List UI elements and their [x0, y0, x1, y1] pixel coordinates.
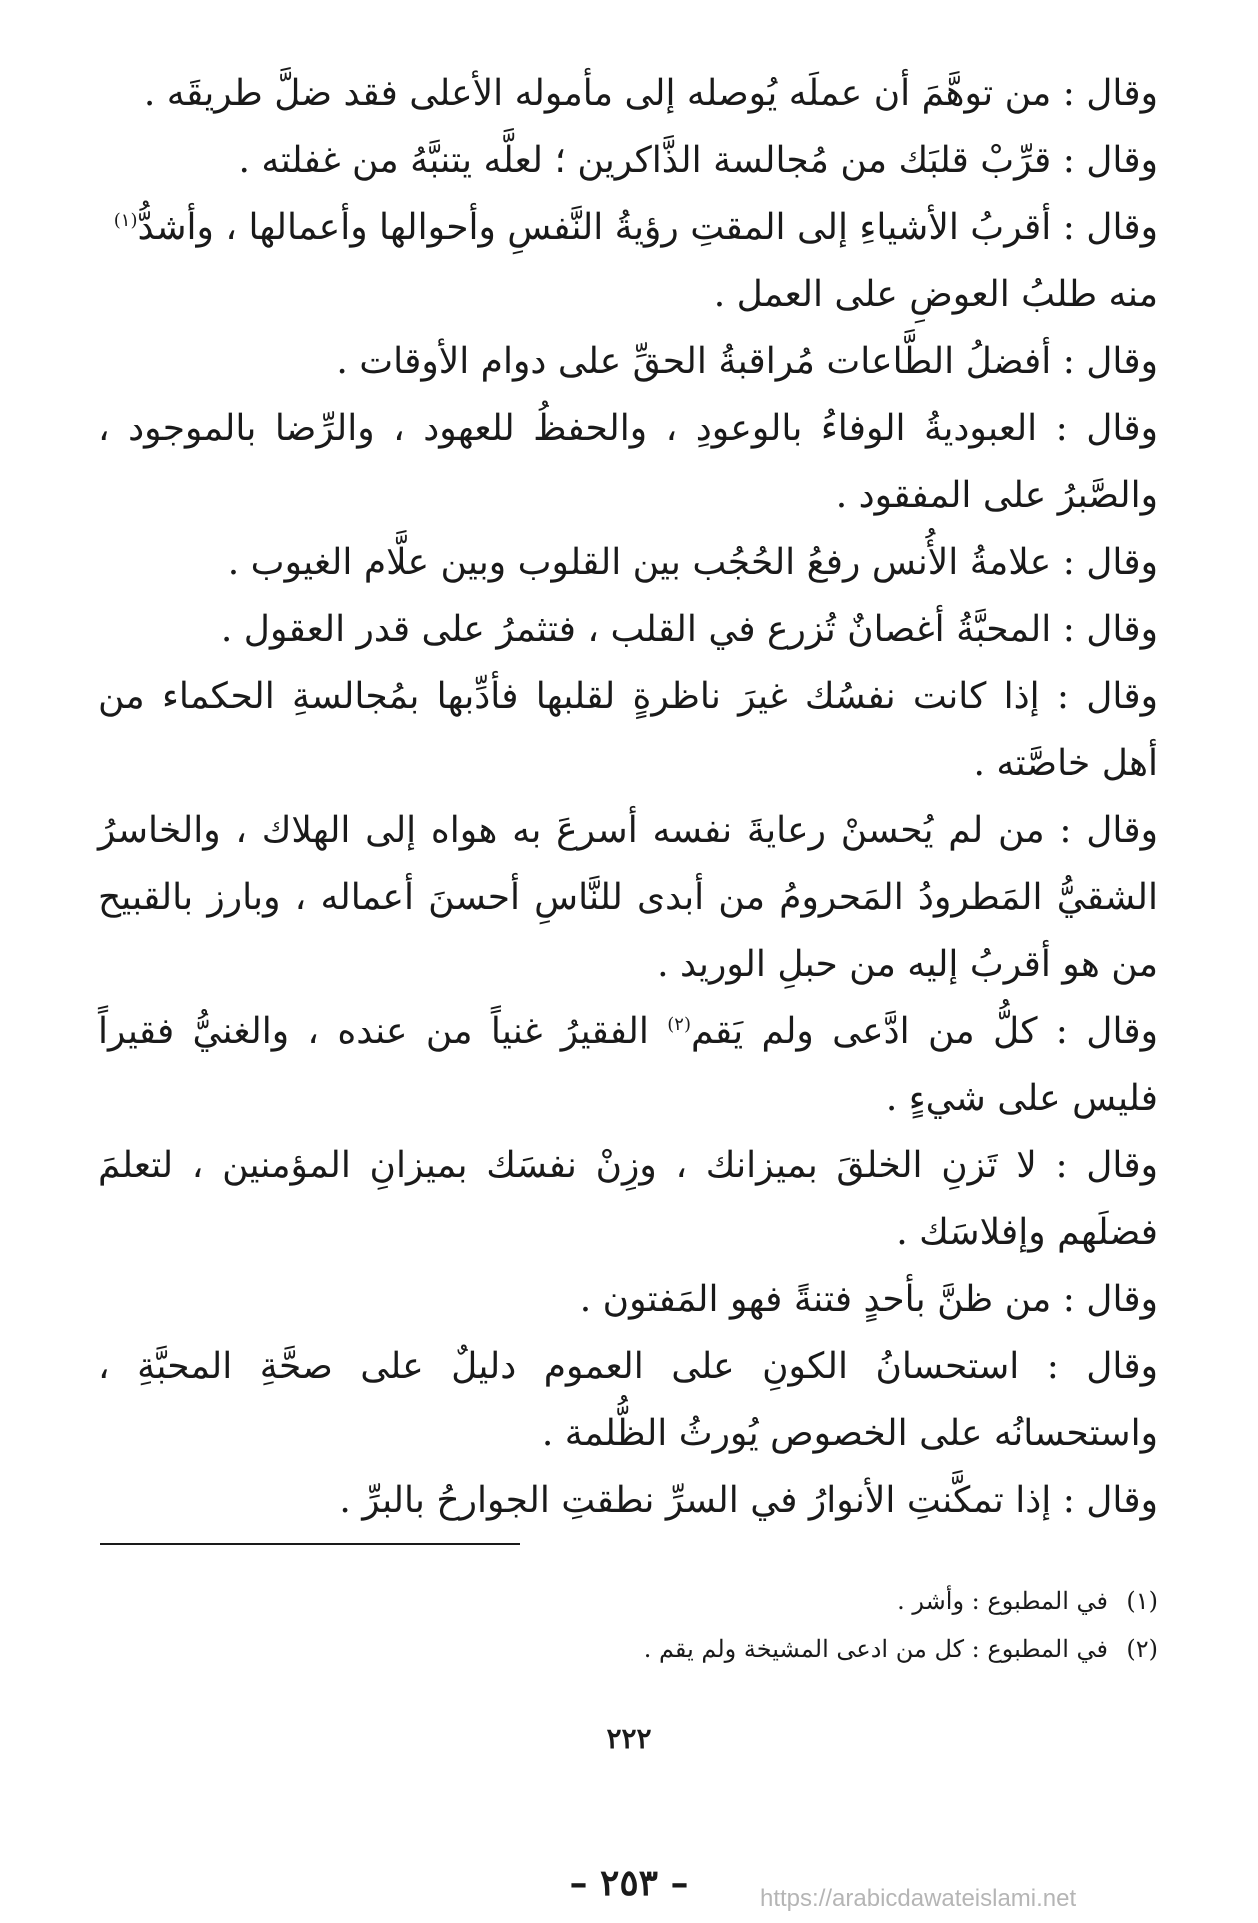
watermark-url: https://arabicdawateislami.net: [760, 1885, 1077, 1912]
paragraph-3-line-1: [98, 194, 1158, 261]
paragraph-12: وقال : من ظنَّ بأحدٍ فتنةً فهو المَفتون .: [579, 1279, 1158, 1320]
footnote-2-number: (٢): [1126, 1635, 1158, 1663]
paragraph-4: وقال : أفضلُ الطَّاعات مُراقبةُ الحقِّ على دوام الأوقات .: [336, 341, 1158, 382]
footnote-mark-2: (٢): [667, 1014, 691, 1035]
paragraph-13: وقال : استحسانُ الكونِ على العموم دليلٌ على صحَّةِ المحبَّةِ ، واستحسانُه على الخصوص يُورثُ الظُّلمة .: [98, 1346, 1158, 1454]
paragraph-10-part-1: وقال : كلُّ من ادَّعى ولم يَقم: [690, 1011, 1159, 1052]
paragraph-3-text: وقال : أقربُ الأشياءِ إلى المقتِ رؤيةُ النَّفسِ وأحوالها وأعمالها ، وأشدُّ: [137, 207, 1158, 248]
paragraph-6: وقال : علامةُ الأُنس رفعُ الحُجُب بين القلوب وبين علَّام الغيوب .: [227, 542, 1158, 583]
paragraph-14: وقال : إذا تمكَّنتِ الأنوارُ في السرِّ نطقتِ الجوارحُ بالبرِّ .: [339, 1480, 1158, 1521]
paragraph-8: وقال : إذا كانت نفسُك غيرَ ناظرةٍ لقلبها فأدِّبها بمُجالسةِ الحكماء من أهل خاصَّته .: [98, 676, 1158, 784]
footnotes: [98, 1577, 1158, 1673]
footnote-2-text: في المطبوع : كل من ادعى المشيخة ولم يقم .: [643, 1635, 1108, 1663]
footnote-2: [98, 1625, 1158, 1673]
paragraph-3-line-2: منه طلبُ العوضِ على العمل .: [713, 274, 1158, 315]
footnote-divider: [100, 1543, 520, 1545]
footnote-1: [98, 1577, 1158, 1625]
main-text: [98, 60, 1158, 1534]
book-page-number: ٢٢٢: [606, 1722, 652, 1755]
paragraph-1: وقال : من توهَّمَ أن عملَه يُوصله إلى مأموله الأعلى فقد ضلَّ طريقَه .: [143, 73, 1158, 114]
paragraph-10-part-2: الفقيرُ غنياً من عنده ، والغنيُّ فقيراً فليس على شيءٍ .: [98, 1011, 1158, 1119]
paragraph-9: وقال : من لم يُحسنْ رعايةَ نفسه أسرعَ به هواه إلى الهلاك ، والخاسرُ الشقيُّ المَطرودُ المَحرومُ من أبدى للنَّاسِ أحسنَ أعماله ، وبارز بالقبيح من هو أقربُ إليه من حبلِ الوريد .: [98, 810, 1158, 985]
paragraph-11: وقال : لا تَزنِ الخلقَ بميزانك ، وزِنْ نفسَك بميزانِ المؤمنين ، لتعلمَ فضلَهم وإفلاسَك .: [98, 1145, 1158, 1253]
footnote-1-number: (١): [1126, 1587, 1158, 1615]
paragraph-10: [98, 998, 1158, 1132]
footnote-mark-1: (١): [113, 210, 138, 231]
paragraph-2: وقال : قرِّبْ قلبَك من مُجالسة الذَّاكرين ؛ لعلَّه يتنبَّهُ من غفلته .: [238, 140, 1158, 181]
scan-page-number: – ٢٥٣ –: [569, 1862, 689, 1904]
footnote-1-text: في المطبوع : وأشر .: [897, 1587, 1108, 1615]
paragraph-7: وقال : المحبَّةُ أغصانٌ تُزرع في القلب ، فتثمرُ على قدر العقول .: [220, 609, 1158, 650]
paragraph-5: وقال : العبوديةُ الوفاءُ بالوعودِ ، والحفظُ للعهود ، والرِّضا بالموجود ، والصَّبرُ على المفقود .: [98, 408, 1158, 516]
